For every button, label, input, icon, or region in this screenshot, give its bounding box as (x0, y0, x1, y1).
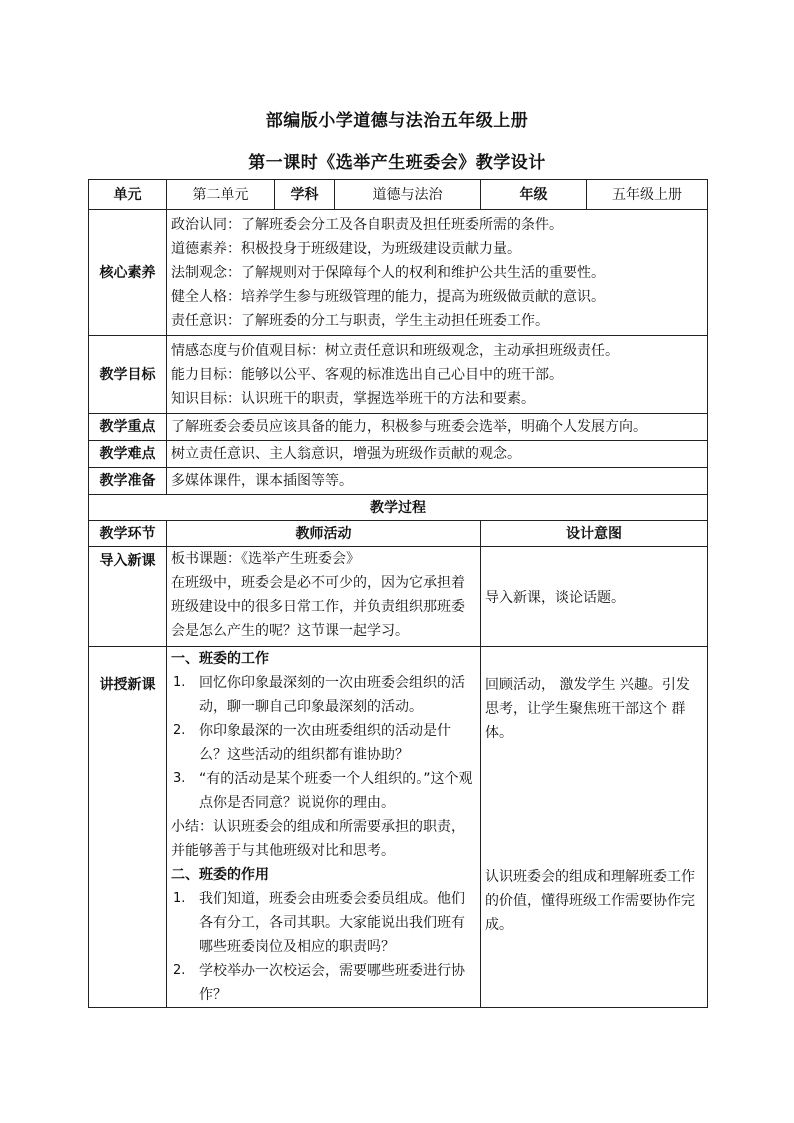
unit-value: 第二单元 (167, 180, 275, 210)
list-item (171, 887, 476, 959)
core-line: 健全人格：培养学生参与班级管理的能力，提高为班级做贡献的意识。 (171, 288, 605, 305)
teach-stage: 讲授新课 (89, 647, 167, 1008)
list-item (171, 719, 476, 767)
document-subtitle: 第一课时《选举产生班委会》教学设计 (248, 153, 546, 173)
item-text: 学校举办一次校运会，需要哪些班委进行协作？ (199, 963, 465, 1003)
teach-intent (481, 647, 708, 1008)
core-label: 核心素养 (89, 210, 167, 336)
core-line: 责任意识：了解班委的分工与职责，学生主动担任班委工作。 (171, 312, 549, 329)
difficulty-text: 树立责任意识、主人翁意识，增强为班级作贡献的观念。 (167, 441, 708, 468)
core-content (167, 210, 708, 336)
prep-text: 多媒体课件，课本插图等等。 (167, 468, 708, 495)
difficulty-row (89, 441, 708, 468)
goals-row (89, 336, 708, 414)
intro-line: 板书课题：《选举产生班委会》 (171, 551, 360, 567)
prep-label: 教学准备 (89, 468, 167, 495)
intro-intent (481, 547, 708, 647)
subject-label: 学科 (275, 180, 335, 210)
key-point-label: 教学重点 (89, 414, 167, 441)
grade-value: 五年级上册 (587, 180, 708, 210)
goals-content (167, 336, 708, 414)
item-number: 1. (173, 891, 186, 906)
col-activity-header: 教师活动 (167, 521, 481, 547)
process-heading-row (89, 495, 708, 521)
list-item (171, 671, 476, 719)
goals-line: 知识目标：认识班干的职责，掌握选举班干的方法和要素。 (171, 390, 535, 407)
key-point-row (89, 414, 708, 441)
info-row (89, 180, 708, 210)
teach-activity (167, 647, 481, 1008)
unit-label: 单元 (89, 180, 167, 210)
document-title: 部编版小学道德与法治五年级上册 (265, 111, 529, 131)
intro-activity (167, 547, 481, 647)
core-row (89, 210, 708, 336)
item-number: 3. (173, 771, 186, 786)
goals-line: 情感态度与价值观目标：树立责任意识和班级观念，主动承担班级责任。 (171, 342, 619, 359)
grade-label: 年级 (481, 180, 587, 210)
col-intent-header: 设计意图 (481, 521, 708, 547)
difficulty-label: 教学难点 (89, 441, 167, 468)
section-title: 一、班委的工作 (171, 651, 269, 667)
section-title: 二、班委的作用 (171, 867, 269, 883)
goals-line: 能力目标：能够以公平、客观的标准选出自己心目中的班干部。 (171, 366, 563, 383)
intro-row (89, 547, 708, 647)
item-text: “有的活动是某个班委一个人组织的。”这个观点你是否同意？说说你的理由。 (199, 771, 473, 811)
core-line: 道德素养：积极投身于班级建设，为班级建设贡献力量。 (171, 240, 521, 257)
key-point-text (167, 414, 708, 441)
list-item (171, 959, 476, 1007)
intro-paragraph: 在班级中，班委会是必不可少的，因为它承担着班级建设中的很多日常工作，并负责组织那班委会是怎么产生的呢？这节课一起学习。 (171, 575, 465, 639)
item-number: 1. (173, 675, 186, 690)
subject-value: 道德与法治 (335, 180, 481, 210)
process-heading: 教学过程 (89, 495, 708, 521)
teach-row (89, 647, 708, 1008)
intro-stage: 导入新课 (89, 547, 167, 647)
prep-row (89, 468, 708, 495)
item-text: 我们知道，班委会由班委会委员组成。他们各有分工，各司其职。大家能说出我们班有哪些班委岗位及相应的职责吗？ (199, 891, 465, 955)
section-summary: 小结：认识班委会的组成和所需要承担的职责，并能够善于与其他班级对比和思考。 (171, 819, 465, 859)
process-header-row (89, 521, 708, 547)
goals-label: 教学目标 (89, 336, 167, 414)
list-item (171, 767, 476, 815)
item-number: 2. (173, 723, 186, 738)
item-text: 回忆你印象最深刻的一次由班委会组织的活动，聊一聊自己印象最深刻的活动。 (199, 675, 465, 715)
core-line: 法制观念：了解规则对于保障每个人的权利和维护公共生活的重要性。 (171, 264, 605, 281)
key-point-line: 了解班委会委员应该具备的能力，积极参与班委会选举，明确个人发展方向。 (171, 419, 647, 435)
item-number: 2. (173, 963, 186, 978)
col-stage-header: 教学环节 (89, 521, 167, 547)
lesson-plan-table (88, 179, 708, 1008)
item-text: 你印象最深的一次由班委组织的活动是什么？这些活动的组织都有谁协助？ (199, 723, 451, 763)
core-line: 政治认同：了解班委会分工及各自职责及担任班委所需的条件。 (171, 216, 563, 233)
intro-intent-text: 导入新课，谈论话题。 (485, 589, 625, 606)
section1-intent: 回顾活动， 激发学生 兴趣。引发思考，让学生聚焦班干部这个 群体。 (485, 677, 690, 741)
section2-intent: 认识班委会的组成和理解班委工作的价值，懂得班级工作需要协作完成。 (485, 869, 695, 933)
